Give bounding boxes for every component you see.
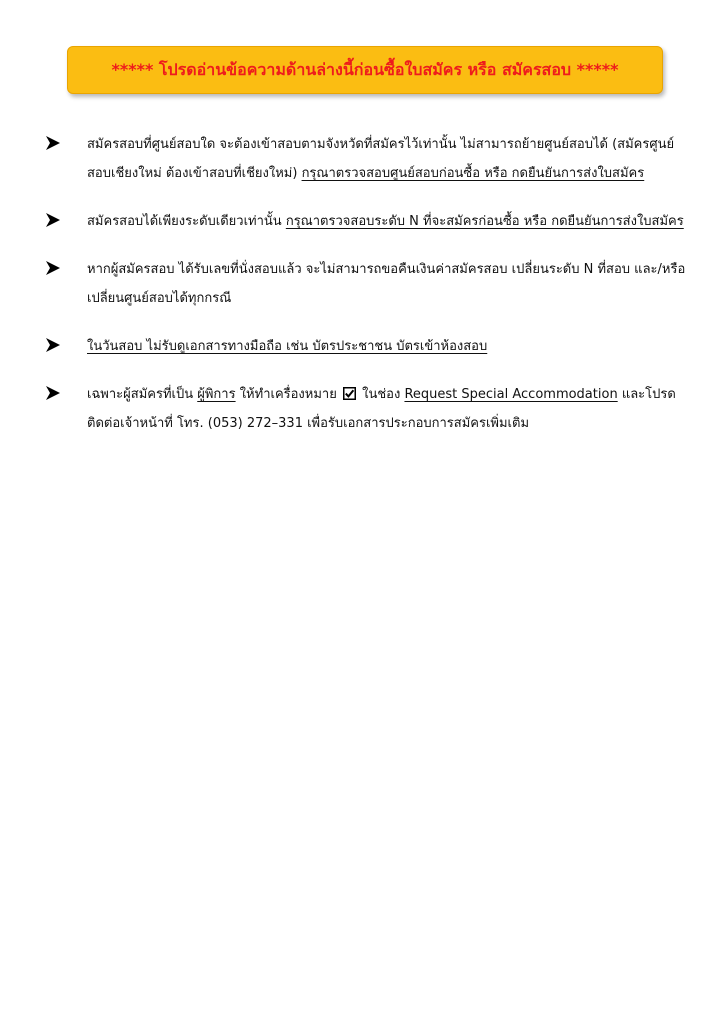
item-text: และโปรดติดต่อเจ้าหน้าที่ โทร. (053) 272–331 เพื่อรับเอกสารประกอบการสมัครเพิ่มเติม <box>87 387 676 431</box>
item-text: สมัครสอบได้เพียงระดับเดียวเท่านั้น <box>87 214 286 229</box>
item-text: สมัครสอบที่ศูนย์สอบใด จะต้องเข้าสอบตามจังหวัดที่สมัครไว้เท่านั้น ไม่สามารถย้ายศูนย์สอบได้ (สมัครศูนย์สอบเชียงใหม่ ต้องเข้าสอบที่เชียงใหม่) <box>87 137 675 181</box>
banner-title: ***** โปรดอ่านข้อความด้านล่างนี้ก่อนซื้อใบสมัคร หรือ สมัครสอบ ***** <box>111 59 619 79</box>
list-item <box>45 255 690 313</box>
item-underlined-text: Request Special Accommodation <box>404 387 618 402</box>
item-underlined-text: กรุณาตรวจสอบศูนย์สอบก่อนซื้อ หรือ กดยืนยันการส่งใบสมัคร <box>301 166 645 181</box>
list-item <box>45 380 690 438</box>
checked-box-icon <box>343 382 356 395</box>
item-text: เฉพาะผู้สมัครที่เป็น <box>87 387 198 402</box>
arrowhead-bullet-icon <box>45 260 61 276</box>
list-item <box>45 332 690 361</box>
item-text: ในช่อง <box>357 387 405 402</box>
arrowhead-bullet-icon <box>45 135 61 151</box>
item-text: ให้ทำเครื่องหมาย <box>235 387 341 402</box>
notice-banner <box>67 46 663 94</box>
item-text: หากผู้สมัครสอบ ได้รับเลขที่นั่งสอบแล้ว จะไม่สามารถขอคืนเงินค่าสมัครสอบ เปลี่ยนระดับ N ที่สอบ และ/หรือ เปลี่ยนศูนย์สอบได้ทุกกรณี <box>87 262 686 306</box>
item-underlined-text: กรุณาตรวจสอบระดับ N ที่จะสมัครก่อนซื้อ หรือ กดยืนยันการส่งใบสมัคร <box>285 214 684 229</box>
notice-list <box>45 130 690 457</box>
arrowhead-bullet-icon <box>45 337 61 353</box>
list-item <box>45 130 690 188</box>
item-underlined-text: ในวันสอบ ไม่รับดูเอกสารทางมือถือ เช่น บัตรประชาชน บัตรเข้าห้องสอบ <box>87 339 488 354</box>
list-item <box>45 207 690 236</box>
arrowhead-bullet-icon <box>45 212 61 228</box>
arrowhead-bullet-icon <box>45 385 61 401</box>
item-underlined-text: ผู้พิการ <box>197 387 236 402</box>
